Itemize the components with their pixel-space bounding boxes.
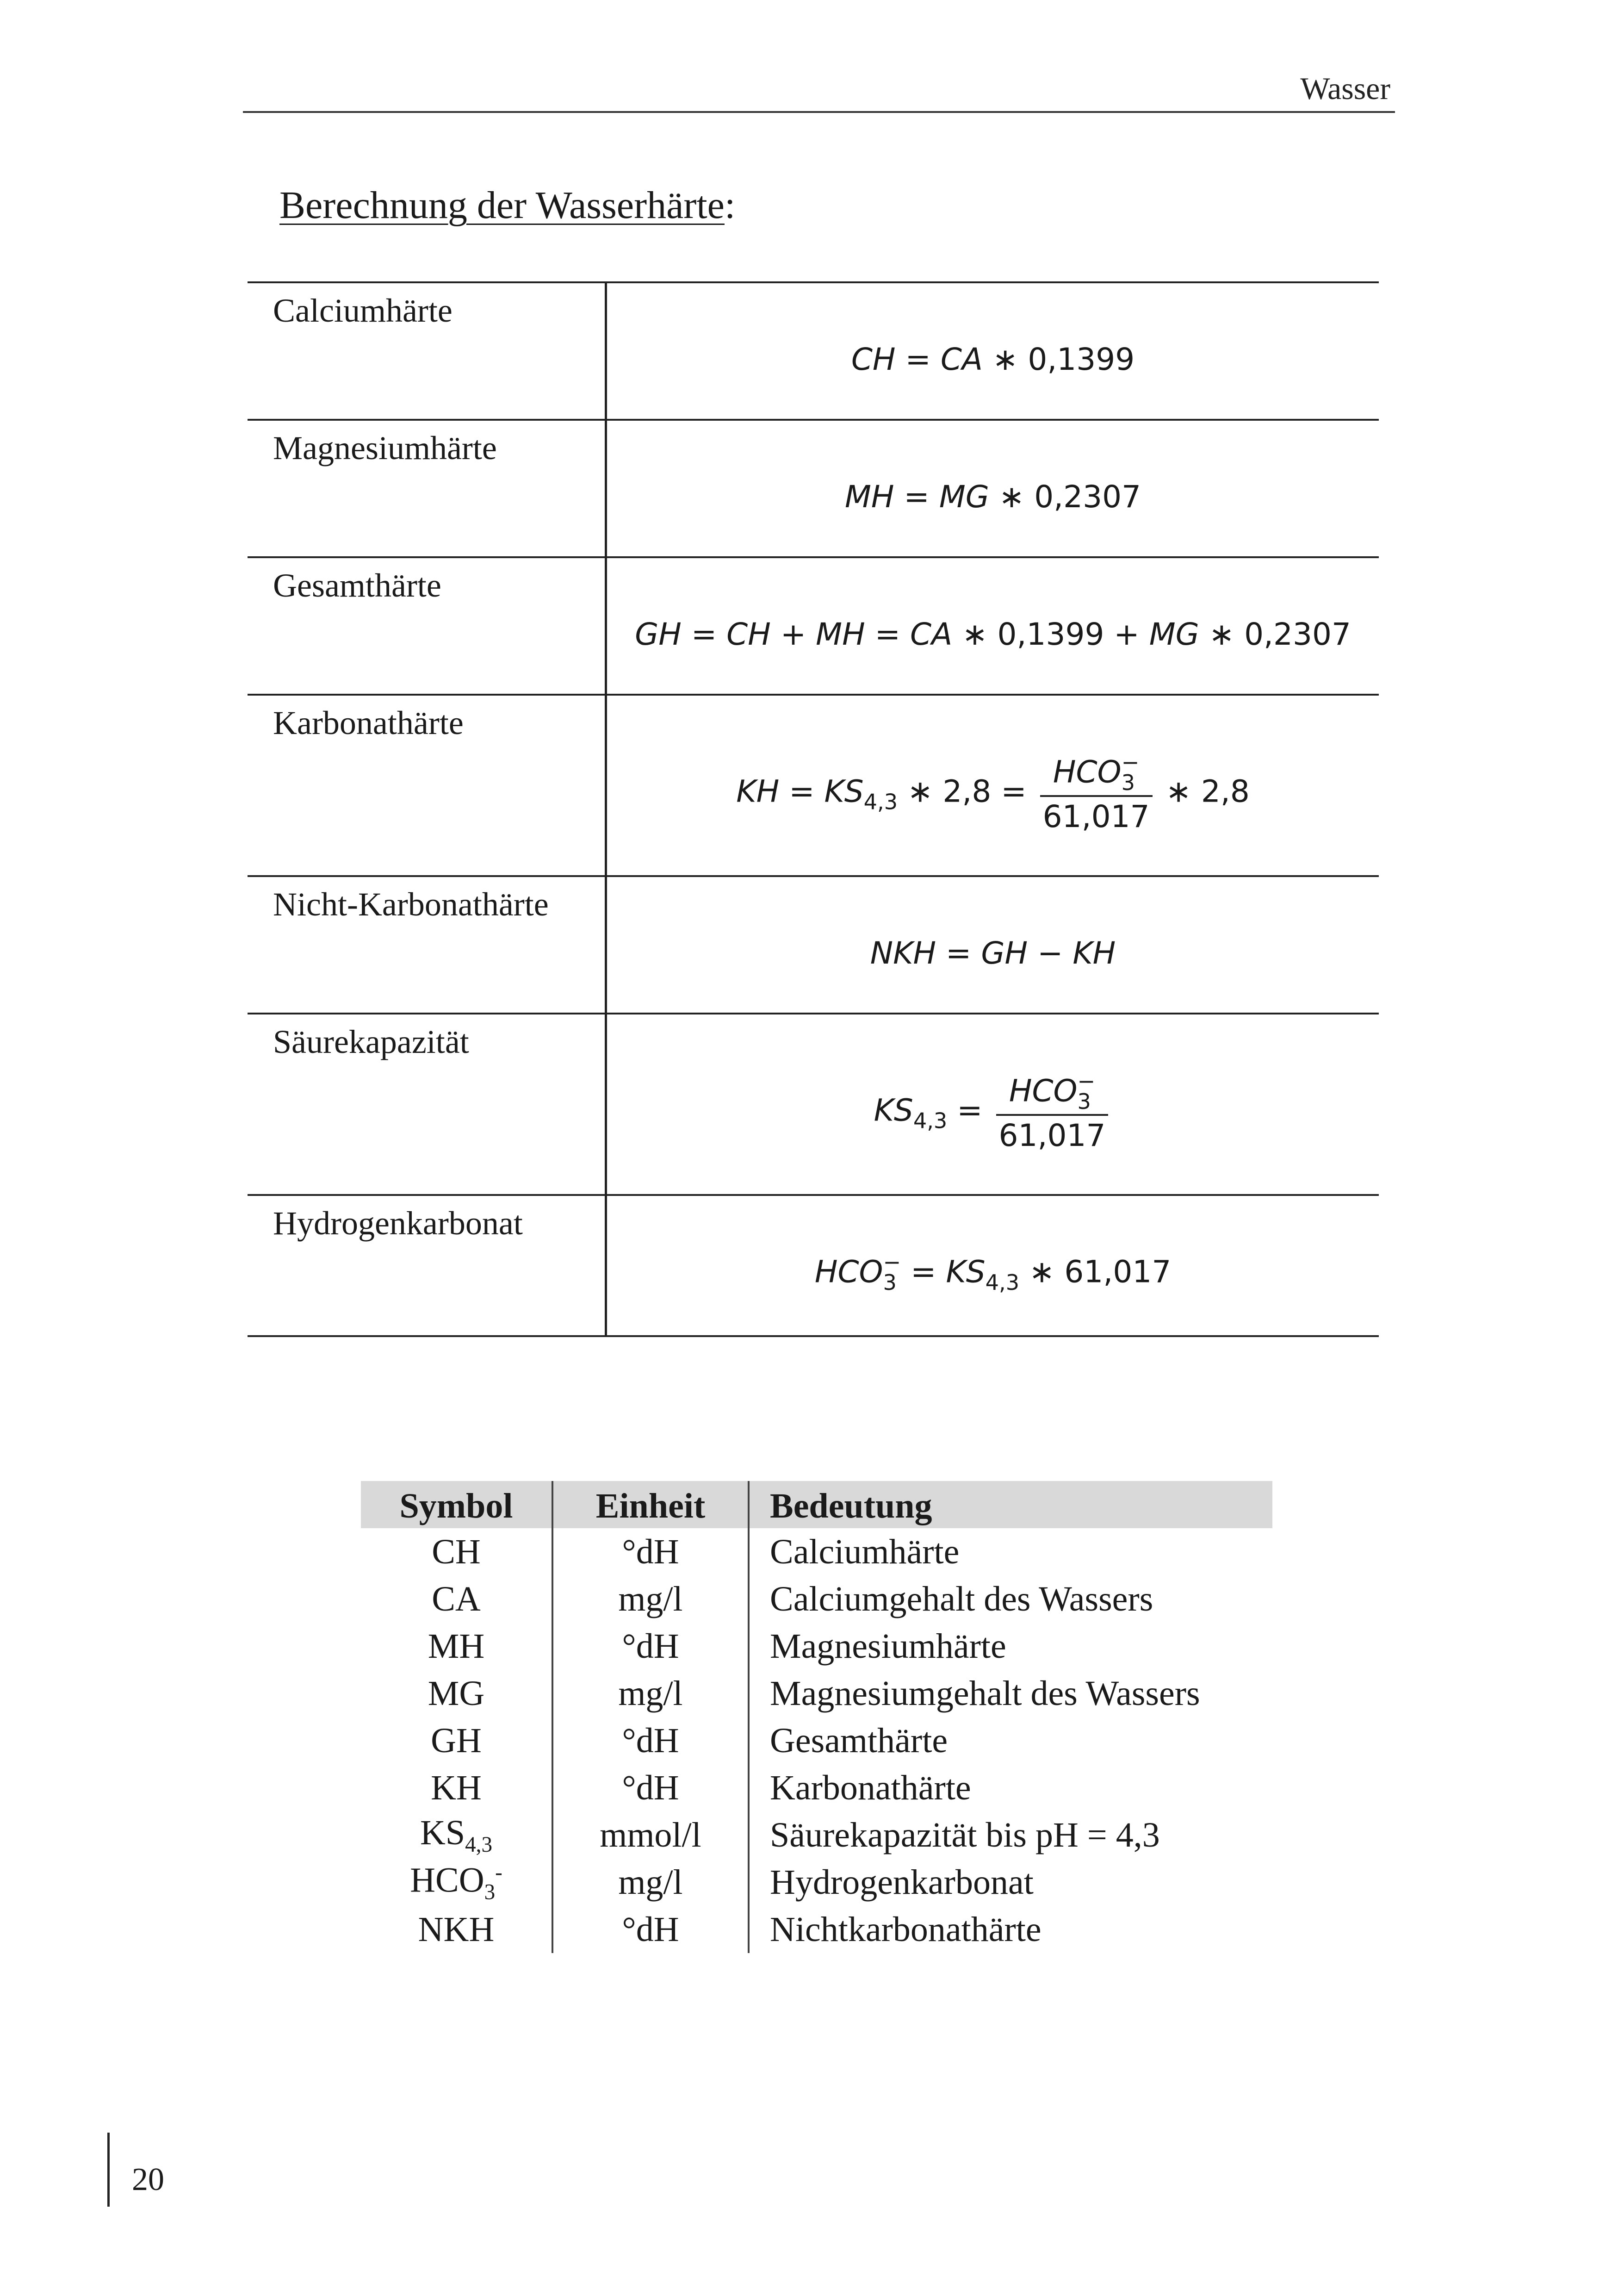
op-times: ∗ bbox=[1156, 773, 1201, 809]
formula-gesamthaerte bbox=[606, 557, 1379, 695]
op-eq: = bbox=[991, 773, 1036, 809]
op-times: ∗ bbox=[952, 616, 998, 652]
op-times: ∗ bbox=[989, 479, 1035, 515]
section-title-text: Berechnung der Wasserhärte bbox=[279, 184, 725, 227]
superscript: − bbox=[1077, 1069, 1096, 1094]
formula-name: Calciumhärte bbox=[248, 282, 606, 420]
legend-row bbox=[361, 1575, 1272, 1623]
legend-unit: mg/l bbox=[552, 1575, 749, 1623]
running-header-title: Wasser bbox=[1300, 71, 1390, 106]
running-header bbox=[243, 69, 1395, 113]
fraction bbox=[996, 1071, 1109, 1153]
legend-header-meaning: Bedeutung bbox=[749, 1481, 1272, 1528]
factor: 0,1399 bbox=[1028, 341, 1135, 377]
legend-header-row bbox=[361, 1481, 1272, 1528]
footer-rule bbox=[107, 2133, 110, 2207]
var-mg: MG bbox=[939, 479, 989, 515]
op-eq: = bbox=[779, 773, 824, 809]
legend-symbol bbox=[361, 1859, 552, 1906]
factor: 61,017 bbox=[1064, 1254, 1172, 1290]
factor: 2,8 bbox=[1201, 773, 1250, 809]
formula-magnesiumhaerte bbox=[606, 420, 1379, 557]
legend-symbol-superscript: - bbox=[495, 1860, 502, 1885]
formula-row-gesamt bbox=[248, 557, 1379, 695]
subscript: 3 bbox=[1077, 1089, 1091, 1114]
subscript: 4,3 bbox=[985, 1269, 1020, 1295]
subscript: 4,3 bbox=[913, 1108, 948, 1133]
var-ks: KS bbox=[824, 773, 864, 809]
formula-name: Magnesiumhärte bbox=[248, 420, 606, 557]
fraction-numerator bbox=[1040, 750, 1153, 797]
formula-row-karbonat bbox=[248, 695, 1379, 876]
legend-symbol: MG bbox=[428, 1674, 485, 1713]
legend-row bbox=[361, 1859, 1272, 1906]
legend-header-symbol: Symbol bbox=[361, 1481, 552, 1528]
var-mh: MH bbox=[844, 479, 894, 515]
symbol-legend bbox=[361, 1481, 1272, 1953]
superscript: − bbox=[883, 1250, 901, 1275]
var-ks: KS bbox=[874, 1092, 913, 1128]
subscript: 3 bbox=[883, 1269, 897, 1295]
var-ch: CH bbox=[851, 341, 896, 377]
subscript: 3 bbox=[1121, 770, 1135, 795]
var-gh: GH bbox=[981, 935, 1028, 971]
var-kh: KH bbox=[1072, 935, 1116, 971]
formula-nicht-karbonathaerte bbox=[606, 876, 1379, 1014]
formula-name: Karbonathärte bbox=[248, 695, 606, 876]
formula-row-magnesium bbox=[248, 420, 1379, 557]
formula-name: Säurekapazität bbox=[248, 1014, 606, 1195]
legend-header-unit: Einheit bbox=[552, 1481, 749, 1528]
var-mg: MG bbox=[1149, 616, 1199, 652]
op-eq: = bbox=[947, 1092, 992, 1128]
section-title-colon: : bbox=[724, 184, 736, 227]
var-ch: CH bbox=[726, 616, 771, 652]
op-times: ∗ bbox=[983, 341, 1028, 377]
formula-saeurekapazitaet bbox=[606, 1014, 1379, 1195]
op-plus: + bbox=[1104, 616, 1149, 652]
op-eq: = bbox=[865, 616, 910, 652]
var-kh: KH bbox=[736, 773, 780, 809]
legend-symbol bbox=[361, 1811, 552, 1859]
var-nkh: NKH bbox=[870, 935, 936, 971]
factor: 0,1399 bbox=[997, 616, 1104, 652]
op-eq: = bbox=[894, 479, 939, 515]
formula-row-hydrogenkarbonat bbox=[248, 1195, 1379, 1336]
superscript: − bbox=[1121, 750, 1140, 775]
formula-table bbox=[248, 281, 1379, 1337]
op-eq: = bbox=[681, 616, 727, 652]
legend-symbol: CA bbox=[432, 1579, 481, 1618]
legend-symbol-subscript: 3 bbox=[484, 1880, 496, 1904]
factor: 2,8 bbox=[942, 773, 992, 809]
formula-name: Gesamthärte bbox=[248, 557, 606, 695]
legend-symbol: NKH bbox=[418, 1910, 495, 1949]
factor: 0,2307 bbox=[1034, 479, 1141, 515]
var-hco: HCO bbox=[1009, 1073, 1078, 1109]
legend-meaning: Magnesiumgehalt des Wassers bbox=[770, 1674, 1200, 1713]
formula-row-calcium bbox=[248, 282, 1379, 420]
var-ca: CA bbox=[910, 616, 953, 652]
var-mh: MH bbox=[816, 616, 865, 652]
legend-symbol-subscript: 4,3 bbox=[465, 1833, 493, 1857]
legend-unit: °dH bbox=[552, 1623, 749, 1670]
legend-unit: mmol/l bbox=[552, 1811, 749, 1859]
formula-name: Nicht-Karbonathärte bbox=[248, 876, 606, 1014]
var-gh: GH bbox=[635, 616, 682, 652]
legend-row bbox=[361, 1528, 1272, 1575]
subsup bbox=[1078, 1071, 1096, 1112]
var-ca: CA bbox=[940, 341, 983, 377]
subsup bbox=[883, 1252, 901, 1293]
section-title bbox=[279, 183, 735, 228]
op-eq: = bbox=[936, 935, 981, 971]
op-times: ∗ bbox=[898, 773, 943, 809]
op-times: ∗ bbox=[1019, 1254, 1065, 1290]
legend-meaning: Säurekapazität bis pH = 4,3 bbox=[770, 1815, 1160, 1854]
fraction-denominator: 61,017 bbox=[998, 1117, 1106, 1153]
fraction bbox=[1040, 750, 1153, 834]
formula-hydrogenkarbonat bbox=[606, 1195, 1379, 1336]
var-ks: KS bbox=[946, 1254, 986, 1290]
legend-symbol: GH bbox=[431, 1721, 482, 1760]
legend-row bbox=[361, 1811, 1272, 1859]
op-eq: = bbox=[901, 1254, 946, 1290]
formula-name: Hydrogenkarbonat bbox=[248, 1195, 606, 1336]
legend-meaning: Nichtkarbonathärte bbox=[770, 1910, 1041, 1949]
legend-meaning: Gesamthärte bbox=[770, 1721, 948, 1760]
legend-meaning: Hydrogenkarbonat bbox=[770, 1862, 1034, 1902]
legend-unit: °dH bbox=[552, 1528, 749, 1575]
legend-row bbox=[361, 1717, 1272, 1764]
legend-symbol: CH bbox=[432, 1532, 481, 1571]
formula-row-saeurekapazitaet bbox=[248, 1014, 1379, 1195]
fraction-denominator: 61,017 bbox=[1042, 798, 1150, 834]
legend-symbol-base: HCO bbox=[410, 1860, 484, 1900]
formula-karbonathaerte bbox=[606, 695, 1379, 876]
legend-row bbox=[361, 1764, 1272, 1811]
op-times: ∗ bbox=[1199, 616, 1245, 652]
legend-meaning: Calciumgehalt des Wassers bbox=[770, 1579, 1153, 1618]
subscript: 4,3 bbox=[863, 789, 898, 815]
legend-unit: °dH bbox=[552, 1717, 749, 1764]
fraction-numerator bbox=[996, 1071, 1109, 1116]
subsup bbox=[1121, 750, 1140, 795]
legend-row bbox=[361, 1670, 1272, 1717]
page-number: 20 bbox=[132, 2162, 164, 2197]
legend-symbol: KH bbox=[431, 1768, 482, 1807]
legend-row bbox=[361, 1906, 1272, 1953]
legend-unit: °dH bbox=[552, 1906, 749, 1953]
legend-unit: °dH bbox=[552, 1764, 749, 1811]
symbol-legend-table bbox=[361, 1481, 1272, 1953]
legend-meaning: Calciumhärte bbox=[770, 1532, 960, 1571]
var-hco: HCO bbox=[1053, 754, 1122, 790]
var-hco: HCO bbox=[814, 1254, 883, 1290]
formula-row-nicht-karbonat bbox=[248, 876, 1379, 1014]
op-minus: − bbox=[1028, 935, 1073, 971]
op-plus: + bbox=[770, 616, 816, 652]
op-eq: = bbox=[895, 341, 941, 377]
factor: 0,2307 bbox=[1244, 616, 1351, 652]
formula-calciumhaerte bbox=[606, 282, 1379, 420]
legend-meaning: Karbonathärte bbox=[770, 1768, 971, 1807]
legend-unit: mg/l bbox=[552, 1670, 749, 1717]
legend-row bbox=[361, 1623, 1272, 1670]
legend-meaning: Magnesiumhärte bbox=[770, 1626, 1006, 1666]
legend-symbol-base: KS bbox=[420, 1813, 465, 1852]
legend-unit: mg/l bbox=[552, 1859, 749, 1906]
legend-symbol: MH bbox=[428, 1626, 485, 1666]
